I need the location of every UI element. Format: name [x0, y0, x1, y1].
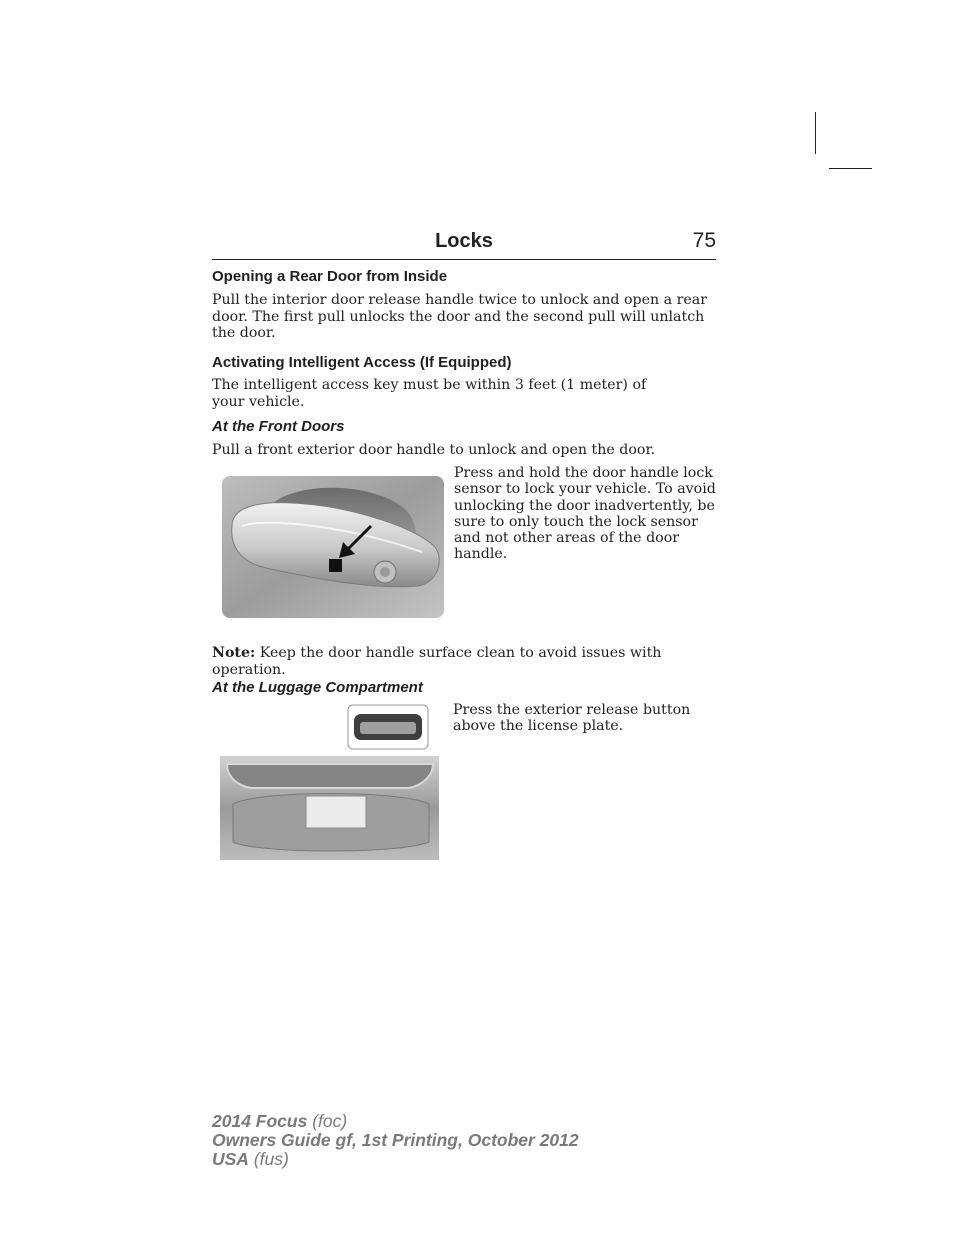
note	[212, 645, 717, 678]
crop-mark-horizontal	[829, 168, 872, 169]
heading-luggage: At the Luggage Compartment	[212, 679, 423, 696]
page-number: 75	[692, 229, 716, 252]
footer-line-2: Owners Guide gf, 1st Printing, October 2012	[212, 1130, 579, 1150]
luggage-figure-text: Press the exterior release button above the license plate.	[453, 702, 691, 735]
page-header	[212, 228, 716, 260]
rear-door-body: Pull the interior door release handle twice to unlock and open a rear door. The first pull unlocks the door and the second pull will unlatch the door.	[212, 292, 708, 342]
footer-line-1: 2014 Focus (foc)	[212, 1111, 348, 1131]
intelligent-access-body: The intelligent access key must be within 3 feet (1 meter) of your vehicle.	[212, 377, 647, 410]
front-doors-figure-text: Press and hold the door handle lock sensor to lock your vehicle. To avoid unlocking the door inadvertently, be sure to only touch the lock sensor and not other areas of the door handle.	[454, 465, 716, 563]
note-text: Keep the door handle surface clean to avoid issues with operation.	[212, 645, 662, 678]
heading-intelligent-access: Activating Intelligent Access (If Equipped)	[212, 354, 512, 371]
lock-sensor-marker	[329, 559, 342, 572]
note-label: Note:	[212, 645, 256, 661]
heading-front-doors: At the Front Doors	[212, 418, 345, 435]
luggage-release-illustration	[219, 704, 441, 862]
front-doors-body: Pull a front exterior door handle to unlock and open the door.	[212, 442, 656, 458]
footer-line-3: USA (fus)	[212, 1149, 289, 1169]
page-title: Locks	[435, 230, 493, 252]
footer	[212, 1112, 579, 1169]
heading-rear-door: Opening a Rear Door from Inside	[212, 268, 448, 285]
crop-mark-vertical	[815, 112, 816, 154]
release-button	[360, 722, 416, 734]
license-plate	[306, 796, 366, 828]
door-handle-illustration	[222, 476, 444, 618]
